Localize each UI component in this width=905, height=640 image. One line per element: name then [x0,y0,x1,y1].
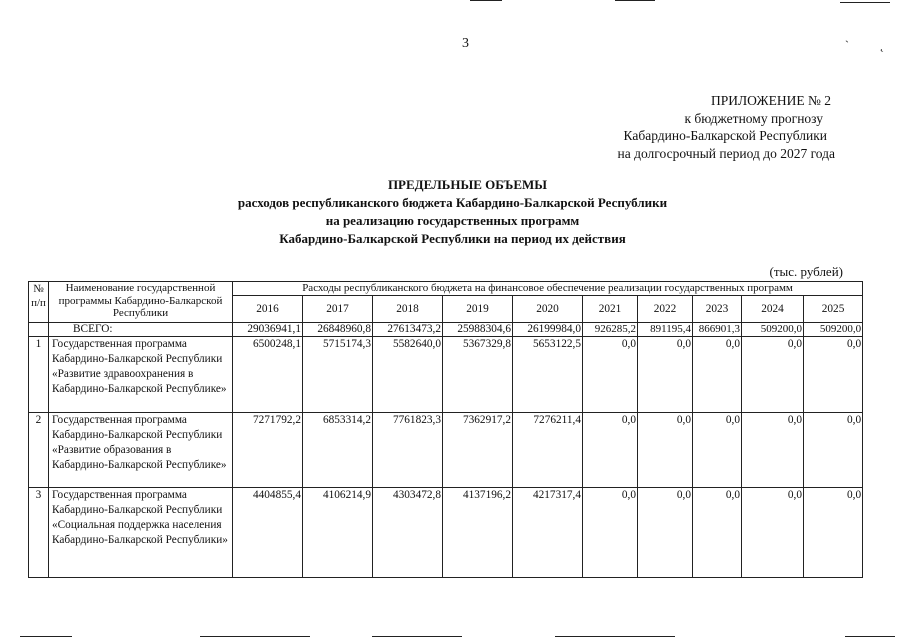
scan-artifact-line [372,636,462,637]
corner-marks: ` ˛ [845,38,898,52]
program-name: Государственная программа Кабардино-Балкарской Республики «Развитие образования в Кабардино-Балкарской Республике» [49,413,233,488]
total-value: 509200,0 [804,323,863,337]
year-header: 2023 [693,296,742,323]
appendix-line: к бюджетному прогнозу [684,110,823,126]
program-name: Государственная программа Кабардино-Балкарской Республики «Развитие здравоохранения в Кабардино-Балкарской Республике» [49,337,233,413]
value-cell: 4303472,8 [373,488,443,578]
year-header: 2018 [373,296,443,323]
total-value: 26199984,0 [513,323,583,337]
value-cell: 7271792,2 [233,413,303,488]
year-header: 2016 [233,296,303,323]
total-label: ВСЕГО: [49,323,233,337]
value-cell: 0,0 [638,413,693,488]
value-cell: 7761823,3 [373,413,443,488]
row-number: 3 [29,488,49,578]
column-header-name: Наименование государственной программы Кабардино-Балкарской Республики [49,282,233,323]
value-cell: 0,0 [804,337,863,413]
table-header-row [29,282,863,296]
column-header-expenses: Расходы республиканского бюджета на финансовое обеспечение реализации государственных программ [233,282,863,296]
heading-line: расходов республиканского бюджета Кабардино-Балкарской Республики [237,195,668,210]
value-cell: 0,0 [583,337,638,413]
scan-artifact-line [555,636,675,637]
value-cell: 7362917,2 [443,413,513,488]
total-value: 891195,4 [638,323,693,337]
value-cell: 0,0 [693,337,742,413]
appendix-block [515,92,835,162]
total-number-cell [29,323,49,337]
value-cell: 0,0 [804,488,863,578]
row-number: 2 [29,413,49,488]
value-cell: 0,0 [583,413,638,488]
total-value: 26848960,8 [303,323,373,337]
heading-title: ПРЕДЕЛЬНЫЕ ОБЪЕМЫ [387,177,548,192]
scan-artifact-line [20,636,72,637]
page-number: 3 [462,36,469,51]
document-heading [0,176,905,248]
total-value: 926285,2 [583,323,638,337]
scan-artifact-line [615,0,655,1]
year-header: 2025 [804,296,863,323]
scan-artifact-line [200,636,310,637]
heading-line: на реализацию государственных программ [325,213,580,228]
year-header: 2021 [583,296,638,323]
total-value: 509200,0 [742,323,804,337]
budget-table [28,281,863,578]
value-cell: 5715174,3 [303,337,373,413]
appendix-line: на долгосрочный период до 2027 года [617,145,835,161]
year-header: 2017 [303,296,373,323]
year-header: 2024 [742,296,804,323]
value-cell: 4137196,2 [443,488,513,578]
value-cell: 0,0 [638,488,693,578]
appendix-line: Кабардино-Балкарской Республики [623,128,827,143]
scan-artifact-line [840,2,890,3]
table-row [29,337,863,413]
appendix-title: ПРИЛОЖЕНИЕ № 2 [710,93,831,108]
year-header: 2019 [443,296,513,323]
total-row [29,323,863,337]
value-cell: 4404855,4 [233,488,303,578]
total-value: 25988304,6 [443,323,513,337]
value-cell: 0,0 [742,413,804,488]
total-value: 27613473,2 [373,323,443,337]
units-label: (тыс. рублей) [769,264,843,279]
column-header-number: № п/п [29,282,49,323]
year-header: 2022 [638,296,693,323]
scan-artifact-line [845,636,895,637]
value-cell: 4106214,9 [303,488,373,578]
value-cell: 0,0 [742,337,804,413]
table-row [29,488,863,578]
value-cell: 0,0 [693,413,742,488]
value-cell: 6500248,1 [233,337,303,413]
total-value: 29036941,1 [233,323,303,337]
value-cell: 0,0 [583,488,638,578]
year-header: 2020 [513,296,583,323]
value-cell: 0,0 [742,488,804,578]
total-value: 866901,3 [693,323,742,337]
value-cell: 0,0 [693,488,742,578]
value-cell: 5582640,0 [373,337,443,413]
value-cell: 5653122,5 [513,337,583,413]
scan-artifact-line [470,0,502,1]
row-number: 1 [29,337,49,413]
table-row [29,413,863,488]
value-cell: 7276211,4 [513,413,583,488]
value-cell: 0,0 [638,337,693,413]
value-cell: 0,0 [804,413,863,488]
heading-line: Кабардино-Балкарской Республики на период их действия [279,231,626,246]
program-name: Государственная программа Кабардино-Балкарской Республики «Социальная поддержка населения Кабардино-Балкарской Республики» [49,488,233,578]
value-cell: 6853314,2 [303,413,373,488]
value-cell: 4217317,4 [513,488,583,578]
value-cell: 5367329,8 [443,337,513,413]
